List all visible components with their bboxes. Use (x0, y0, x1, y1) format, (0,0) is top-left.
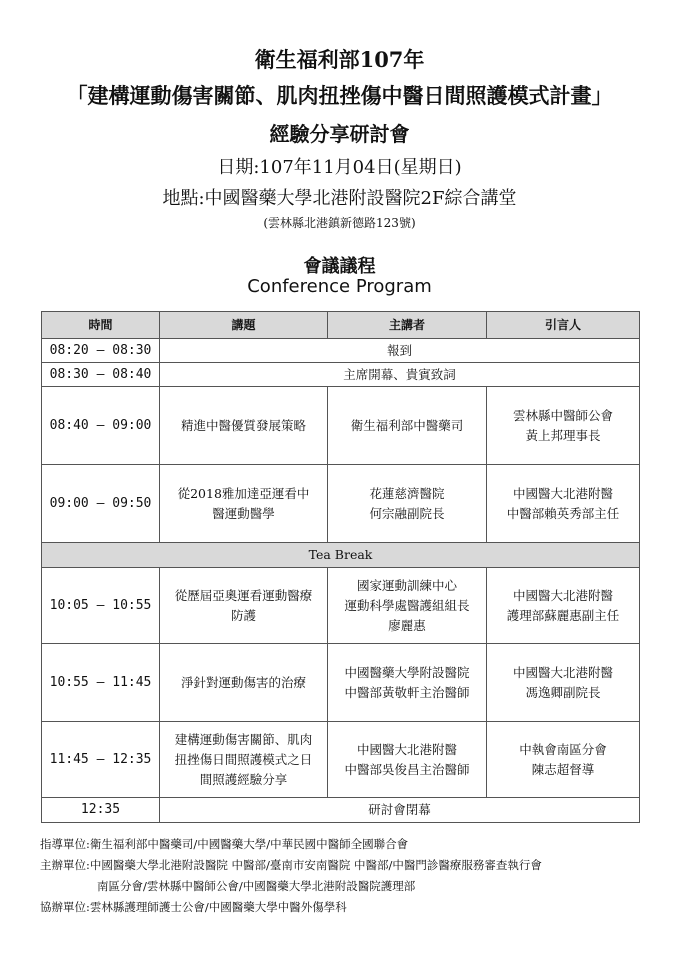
text-line: 廖麗惠 (388, 617, 426, 633)
table-row (42, 387, 640, 465)
text-line: 中醫部黃敬軒主治醫師 (344, 684, 470, 700)
title-line-3: 經驗分享研討會 (269, 122, 410, 146)
text-line: 精進中醫優質發展策略 (180, 417, 306, 433)
table-row (42, 339, 640, 363)
text-line: 中執會南區分會 (519, 741, 607, 757)
text-line: 黃上邦理事長 (525, 427, 601, 443)
table-row (42, 363, 640, 387)
text-line: 衛生福利部中醫藥司 (350, 417, 464, 433)
text-line: 運動科學處醫護組組長 (344, 597, 470, 613)
program-table (41, 311, 640, 823)
header-moderator: 引言人 (487, 312, 640, 339)
footer-host-continued: 南區分會/雲林縣中醫師公會/中國醫藥大學北港附設醫院護理部 (97, 879, 416, 893)
row-speaker (328, 387, 487, 465)
text-line: 馮逸卿副院長 (525, 684, 601, 700)
row-moderator (487, 387, 640, 465)
footer-co-host: 協辦單位:雲林縣護理師護士公會/中國醫藥大學中醫外傷學科 (40, 900, 347, 914)
table-row (42, 722, 640, 798)
text-line: 防護 (230, 607, 256, 623)
text-line: 國家運動訓練中心 (356, 577, 457, 593)
row-time: 11:45 – 12:35 (42, 722, 160, 798)
text-line: 從2018雅加達亞運看中 (177, 485, 310, 501)
row-span: 主席開幕、貴賓致詞 (160, 363, 640, 387)
program-heading-en: Conference Program (247, 276, 432, 297)
row-moderator (487, 644, 640, 722)
text-line: 何宗融副院長 (369, 505, 445, 521)
table-row (42, 465, 640, 543)
text-line: 雲林縣中醫師公會 (512, 407, 613, 423)
row-time: 10:55 – 11:45 (42, 644, 160, 722)
title-line-2: 「建構運動傷害關節、肌肉扭挫傷中醫日間照護模式計畫」 (66, 83, 613, 108)
header-speaker: 主講者 (328, 312, 487, 339)
event-date: 日期:107年11月04日(星期日) (217, 157, 462, 178)
text-line: 中國醫大北港附醫 (512, 664, 613, 680)
table-row (42, 568, 640, 644)
text-line: 醫運動醫學 (212, 505, 275, 521)
text-line: 中國醫藥大學附設醫院 (344, 664, 470, 680)
text-line: 從歷屆亞奧運看運動醫療 (174, 587, 313, 603)
row-time: 08:40 – 09:00 (42, 387, 160, 465)
header-topic: 講題 (160, 312, 328, 339)
row-time: 08:30 – 08:40 (42, 363, 160, 387)
row-speaker (328, 722, 487, 798)
text-line: 扭挫傷日間照護模式之日 (174, 751, 313, 767)
table-row (42, 644, 640, 722)
row-topic (160, 722, 328, 798)
row-span: 報到 (160, 339, 640, 363)
tea-break-row (42, 543, 640, 568)
text-line: 中國醫大北港附醫 (356, 741, 457, 757)
event-venue: 地點:中國醫藥大學北港附設醫院2F綜合講堂 (162, 188, 517, 209)
text-line: 花蓮慈濟醫院 (369, 485, 445, 501)
row-topic (160, 465, 328, 543)
row-speaker (328, 568, 487, 644)
row-topic (160, 644, 328, 722)
row-moderator (487, 568, 640, 644)
footer-guide: 指導單位:衛生福利部中醫藥司/中國醫藥大學/中華民國中醫師全國聯合會 (40, 837, 409, 851)
text-line: 護理部蘇麗惠副主任 (506, 607, 620, 623)
row-time: 08:20 – 08:30 (42, 339, 160, 363)
title-line-1: 衛生福利部107年 (254, 47, 425, 72)
row-time: 09:00 – 09:50 (42, 465, 160, 543)
tea-break-label: Tea Break (42, 543, 640, 568)
footer-host: 主辦單位:中國醫藥大學北港附設醫院 中醫部/臺南市安南醫院 中醫部/中醫門診醫療服務審查執行會 (40, 858, 542, 872)
text-line: 陳志超督導 (531, 761, 595, 777)
program-heading-zh: 會議議程 (303, 256, 376, 277)
row-time: 12:35 (42, 798, 160, 823)
row-span: 研討會閉幕 (160, 798, 640, 823)
text-line: 間照護經驗分享 (199, 771, 288, 787)
text-line: 建構運動傷害關節、肌肉 (174, 731, 313, 747)
text-line: 中醫部吳俊昌主治醫師 (344, 761, 470, 777)
row-speaker (328, 465, 487, 543)
text-line: 中醫部賴英秀部主任 (506, 505, 620, 521)
row-time: 10:05 – 10:55 (42, 568, 160, 644)
row-topic (160, 568, 328, 644)
venue-address: (雲林縣北港鎮新德路123號) (263, 216, 416, 230)
text-line: 淨針對運動傷害的治療 (180, 674, 306, 690)
text-line: 中國醫大北港附醫 (512, 485, 613, 501)
table-row (42, 798, 640, 823)
row-speaker (328, 644, 487, 722)
header-time: 時間 (42, 312, 160, 339)
row-topic (160, 387, 328, 465)
row-moderator (487, 722, 640, 798)
text-line: 中國醫大北港附醫 (512, 587, 613, 603)
row-moderator (487, 465, 640, 543)
table-header-row (42, 312, 640, 339)
